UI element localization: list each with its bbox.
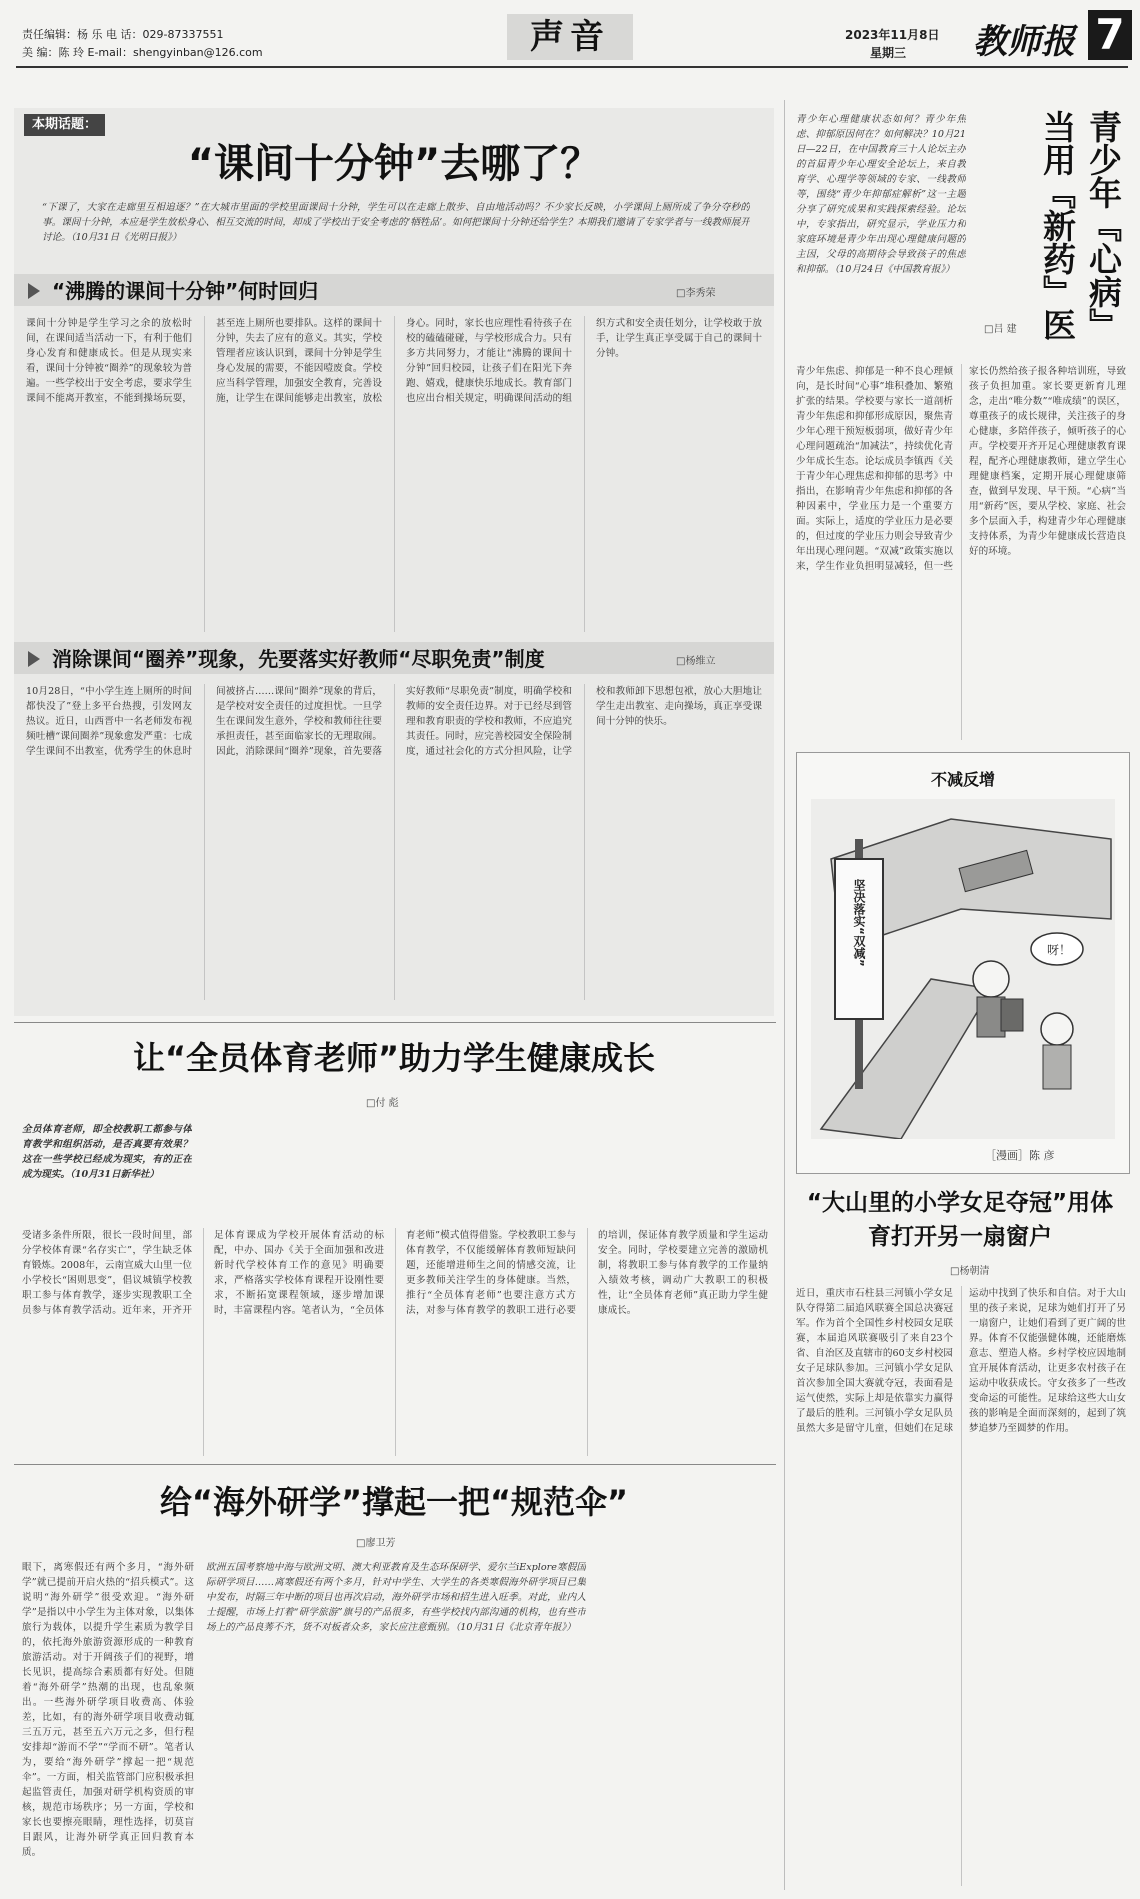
child-head: [973, 961, 1009, 997]
article2-title: 消除课间“圈养”现象，先要落实好教师“尽职免责”制度: [52, 647, 545, 671]
issue-date: 2023年11月8日: [845, 28, 940, 42]
football-headline: [790, 1180, 1130, 1260]
article1-body: 课间十分钟是学生学习之余的放松时间，在课间适当活动一下，有利于他们身心发育和健康成长。但是从现实来看，课间十分钟被“圈养”的现象较为普遍。一些学校出于安全考虑，要求学生课间不能离开教室，不能到操场玩耍，甚至连上厕所也要排队。这样的课间十分钟，失去了应有的意义。其实，学校管理者应该认识到，课间十分钟是学生身心发展的需要，不能因噎废食。学校应当科学管理，加强安全教育，完善设施，让学生在课间能够走出教室，放松身心。同时，家长也应理性看待孩子在校的磕磕碰碰，与学校形成合力。只有多方共同努力，才能让“沸腾的课间十分钟”回归校园，让孩子们在阳光下奔跑、嬉戏，健康快乐地成长。教育部门也应出台相关规定，明确课间活动的组织方式和安全责任划分，让学校敢于放手，让学生真正享受属于自己的课间十分钟。: [26, 318, 762, 404]
article1-arrow-icon: [28, 283, 40, 299]
football-author: □杨朝清: [950, 1266, 990, 1277]
masthead-rule: [16, 66, 1128, 68]
topic-tag: 本期话题：: [24, 114, 105, 136]
right-title-text: 青少年『心病』当用『新药』医: [1038, 110, 1123, 341]
pe-top-rule: [14, 1022, 776, 1023]
abroad-top-rule: [14, 1464, 776, 1465]
person-body: [1043, 1045, 1071, 1089]
pe-lead: 全员体育老师，即全校教职工都参与体育教学和组织活动，是否真要有效果？这在一些学校已经成为现实，有的正在成为现实。（10月31日新华社）: [22, 1124, 192, 1180]
design-line: 美 编：陈 玲 E-mail：shengyinban@126.com: [22, 46, 263, 59]
right-author: □吕 建: [984, 324, 1017, 335]
sign-text: 坚决落实“双减”: [852, 879, 866, 967]
paper-logo: 教师报: [973, 22, 1075, 62]
football-author-name: 杨朝清: [959, 1266, 990, 1277]
backpack: [1001, 999, 1023, 1031]
abroad-headline: 给“海外研学”撑起一把“规范伞”: [159, 1483, 629, 1521]
article2-author: □杨维立: [676, 656, 716, 667]
article1-title: “沸腾的课间十分钟”何时回归: [52, 279, 319, 303]
article2-author-name: 杨维立: [685, 656, 716, 667]
person-head: [1041, 1013, 1073, 1045]
issue-weekday: 星期三: [870, 46, 907, 60]
right-intro: 青少年心理健康状态如何？青少年焦虑、抑郁原因何在？如何解决？10月21日—22日，在中国教育三十人论坛主办的首届青少年心理安全论坛上，来自教育学、心理学等领域的专家、一线教师等，围绕“青少年抑郁症解析”这一主题分享了研究成果和实践探索经验。论坛中，专家指出，研究显示，学业压力和家庭环境是青少年出现心理健康问题的主因，父母的高期待会导致孩子的焦虑和抑郁。（10月24日《中国教育报》）: [796, 114, 966, 275]
topic-lead: “下课了，大家在走廊里互相追逐？”在大城市里面的学校里面课间十分钟，学生可以在走廊上散步、自由地活动吗？不少家长反映，小学课间上厕所成了争分夺秒的事。课间十分钟，本应是学生放松身心、相互交流的时间，却成了学校出于安全考虑的‘牺牲品’。如何把课间十分钟还给学生？本期我们邀请了专家学者与一线教师展开讨论。（10月31日《光明日报》）: [42, 202, 750, 243]
abroad-author-name: 廖卫芳: [365, 1538, 396, 1549]
article2-arrow-icon: [28, 651, 40, 667]
article1-author-name: 李秀荣: [685, 288, 716, 299]
section-title: 声音: [530, 17, 610, 57]
cartoon-credit: ［漫画］陈 彦: [985, 1149, 1055, 1162]
pe-body-upper: [206, 1122, 768, 1218]
cartoon-illustration: [811, 799, 1115, 1139]
right-column-divider: [784, 100, 785, 1890]
page-number: 7: [1088, 10, 1132, 60]
cartoon-box: [796, 752, 1130, 1174]
pe-headline: 让“全员体育老师”助力学生健康成长: [132, 1039, 656, 1077]
speech-text: 呀！: [1047, 943, 1072, 957]
cartoon-title: 不减反增: [930, 770, 995, 789]
abroad-lead: 欧洲五国考察地中海与欧洲文明、澳大利亚教育及生态环保研学、爱尔兰iExplore寒假国际研学项目……离寒假还有两个多月，针对中学生、大学生的各类寒假海外研学项目已集中发布，时隔三年中断的项目也再次启动，海外研学市场和招生进入旺季。对此，业内人士提醒，市场上打着“研学旅游”旗号的产品很多，有些学校找内部沟通的机构，也有些市场上的产品良莠不齐，货不对板者众多，家长应注意甄别。（10月31日《北京青年报》）: [206, 1562, 586, 1633]
pe-author: □付 彪: [366, 1098, 399, 1109]
abroad-body-lower: [206, 1706, 586, 1888]
article1-author: □李秀荣: [676, 288, 716, 299]
abroad-body-right: [596, 1560, 768, 1888]
right-author-name: 吕 建: [993, 324, 1017, 335]
abroad-author: □廖卫芳: [356, 1538, 396, 1549]
editor-line: 责任编辑：杨 乐 电 话：029-87337551: [22, 28, 224, 41]
right-body: 青少年焦虑、抑郁是一种不良心理倾向，是长时间“心事”堆积叠加、繁殖扩张的结果。学校要与家长一道剖析青少年焦虑和抑郁形成原因，聚焦青少年心理干预短板弱项，做好青少年心理问题疏治“加减法”，持续优化青少年成长生态。论坛成员李镇西《关于青少年心理焦虑和抑郁的思考》中指出，在影响青少年焦虑和抑郁的各种因素中，学业压力是一个重要方面。实际上，适度的学业压力是必要的，但过度的学业压力则会导致青少年出现心理问题。“双减”政策实施以来，学生作业负担明显减轻，但一些家长仍然给孩子报各种培训班，导致孩子负担加重。家长要更新育儿理念，走出“唯分数”“唯成绩”的误区，尊重孩子的成长规律，关注孩子的身心健康，多陪伴孩子，倾听孩子的心声。学校要开齐开足心理健康教育课程，配齐心理健康教师，建立学生心理健康档案，定期开展心理健康筛查，做到早发现、早干预。“心病”当用“新药”医，要从学校、家庭、社会多个层面入手，构建青少年心理健康支持体系，为青少年健康成长营造良好的环境。: [796, 366, 1126, 572]
masthead: [0, 0, 1140, 64]
topic-headline: “课间十分钟”去哪了？: [187, 141, 601, 187]
pe-author-name: 付 彪: [375, 1098, 399, 1109]
pe-body: 受诸多条件所限，很长一段时间里，部分学校体育课“名存实亡”，学生缺乏体育锻炼。2008年，云南宣威大山里一位小学校长“困则思变”，倡议城镇学校教职工参与体育教学，逐步实现教职工全员参与体育教学活动。近年来，开齐开足体育课成为学校开展体育活动的标配，中办、国办《关于全面加强和改进新时代学校体育工作的意见》明确要求，严格落实学校体育课程开设刚性要求，不断拓宽课程领域，逐步增加课时，丰富课程内容。笔者认为，“全员体育老师”模式值得借鉴。学校教职工参与体育教学，不仅能缓解体育教师短缺问题，还能增进师生之间的情感交流，让更多教师关注学生的身体健康。当然，推行“全员体育老师”也要注意方式方法，对参与体育教学的教职工进行必要的培训，保证体育教学质量和学生运动安全。同时，学校要建立完善的激励机制，将教职工参与体育教学的工作量纳入绩效考核，调动广大教职工的积极性，让“全员体育老师”真正助力学生健康成长。: [22, 1230, 768, 1316]
football-headline-text: “大山里的小学女足夺冠”用体育打开另一扇窗户: [806, 1190, 1114, 1250]
football-body: 近日，重庆市石柱县三河镇小学女足队夺得第二届追风联赛全国总决赛冠军。作为首个全国性乡村校园女足联赛，本届追风联赛吸引了来自23个省、自治区及直辖市的60支乡村校园女子足球队参加。三河镇小学女足队首次参加全国大赛就夺冠，表面看是运气使然，实际上却是依靠实力赢得了最后的胜利。三河镇小学女足队员虽然大多是留守儿童，但她们在足球运动中找到了快乐和自信。对于大山里的孩子来说，足球为她们打开了另一扇窗户，让她们看到了更广阔的世界。体育不仅能强健体魄，还能磨炼意志、塑造人格。乡村学校应因地制宜开展体育活动，让更多农村孩子在运动中收获成长。守女孩多了一些改变命运的可能性。足球给这些大山女孩的影响是全面而深刻的，起到了筑梦追梦乃至圆梦的作用。: [796, 1288, 1126, 1434]
abroad-body: 眼下，离寒假还有两个多月，“海外研学”就已提前开启火热的“招兵模式”。这说明“海外研学”很受欢迎。“海外研学”是指以中小学生为主体对象，以集体旅行为载体，以提升学生素质为教学目的，依托海外旅游资源形成的一种教育旅游活动。对于开阔孩子们的视野，增长见识，提高综合素质都有好处。但随着“海外研学”热潮的出现，也乱象频出。一些海外研学项目收费高、体验差，比如，有的海外研学项目收费动辄三五万元，甚至五六万元之多，但行程安排却“游而不学”“学而不研”。笔者认为，要给“海外研学”撑起一把“规范伞”。一方面，相关监管部门应积极承担起监管责任，加强对研学机构资质的审核，规范市场秩序；另一方面，学校和家长也要擦亮眼睛，理性选择，切莫盲目跟风，让海外研学真正回归教育本质。: [22, 1562, 194, 1858]
article2-body: 10月28日，“中小学生连上厕所的时间都快没了”登上多平台热搜，引发网友热议。近日，山西晋中一名老师发布视频吐槽“课间圈养”现象愈发严重：七成学生课间不出教室，优秀学生的休息时间被挤占……课间“圈养”现象的背后，是学校对安全责任的过度担忧。一旦学生在课间发生意外，学校和教师往往要承担责任，甚至面临家长的无理取闹。因此，消除课间“圈养”现象，首先要落实好教师“尽职免责”制度，明确学校和教师的安全责任边界。对于已经尽到管理和教育职责的学校和教师，不应追究其责任。同时，应完善校园安全保险制度，通过社会化的方式分担风险，让学校和教师卸下思想包袱，放心大胆地让学生走出教室、走向操场，真正享受课间十分钟的快乐。: [26, 686, 762, 757]
